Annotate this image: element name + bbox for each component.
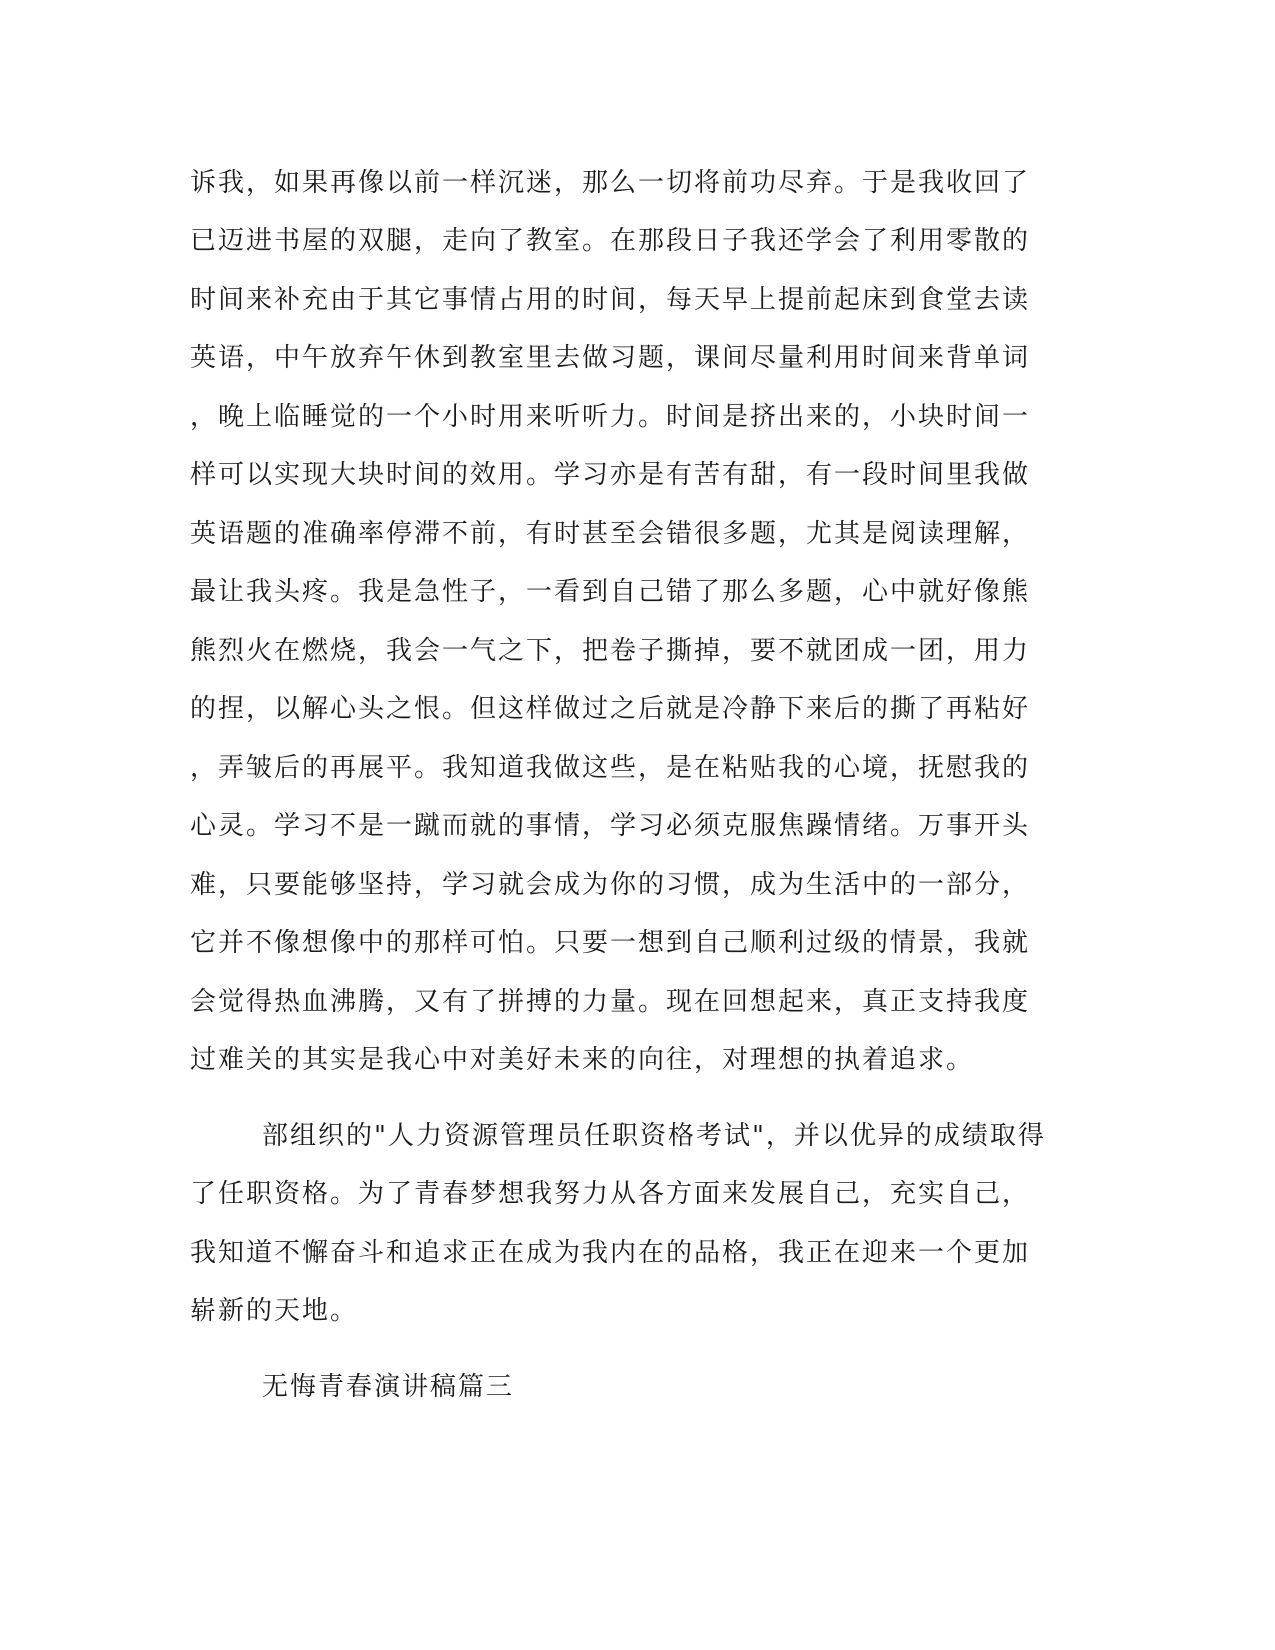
text-line: 崭新的天地。 (190, 1296, 359, 1326)
text-line: 样可以实现大块时间的效用。学习亦是有苦有甜，有一段时间里我做 (190, 460, 1031, 490)
text-line: 过难关的其实是我心中对美好未来的向往，对理想的执着追求。 (190, 1045, 975, 1075)
text-line: 我知道不懈奋斗和追求正在成为我内在的品格，我正在迎来一个更加 (190, 1238, 1031, 1268)
text-line: ，晚上临睡觉的一个小时用来听听力。时间是挤出来的，小块时间一 (190, 402, 1031, 432)
text-line: 时间来补充由于其它事情占用的时间，每天早上提前起床到食堂去读 (190, 285, 1031, 315)
text-line: 诉我，如果再像以前一样沉迷，那么一切将前功尽弃。于是我收回了 (190, 168, 1031, 198)
text-line: 最让我头疼。我是急性子，一看到自己错了那么多题，心中就好像熊 (190, 577, 1031, 607)
text-line: ，弄皱后的再展平。我知道我做这些，是在粘贴我的心境，抚慰我的 (190, 753, 1031, 783)
text-line: 的捏，以解心头之恨。但这样做过之后就是冷静下来后的撕了再粘好 (190, 694, 1031, 724)
text-line: 会觉得热血沸腾，又有了拼搏的力量。现在回想起来，真正支持我度 (190, 987, 1031, 1017)
text-line: 英语，中午放弃午休到教室里去做习题，课间尽量利用时间来背单词 (190, 343, 1031, 373)
text-line: 英语题的准确率停滞不前，有时甚至会错很多题，尤其是阅读理解， (190, 519, 1031, 549)
text-line: 熊烈火在燃烧，我会一气之下，把卷子撕掉，要不就团成一团，用力 (190, 636, 1031, 666)
text-line: 已迈进书屋的双腿，走向了教室。在那段日子我还学会了利用零散的 (190, 226, 1031, 256)
text-line: 心灵。学习不是一蹴而就的事情，学习必须克服焦躁情绪。万事开头 (190, 811, 1031, 841)
section-heading: 无悔青春演讲稿篇三 (262, 1372, 515, 1402)
text-line: 难，只要能够坚持，学习就会成为你的习惯，成为生活中的一部分， (190, 870, 1031, 900)
text-line: 了任职资格。为了青春梦想我努力从各方面来发展自己，充实自己， (190, 1179, 1031, 1209)
text-line: 它并不像想像中的那样可怕。只要一想到自己顺利过级的情景，我就 (190, 928, 1031, 958)
text-line: 部组织的"人力资源管理员任职资格考试"，并以优异的成绩取得 (262, 1121, 1046, 1151)
